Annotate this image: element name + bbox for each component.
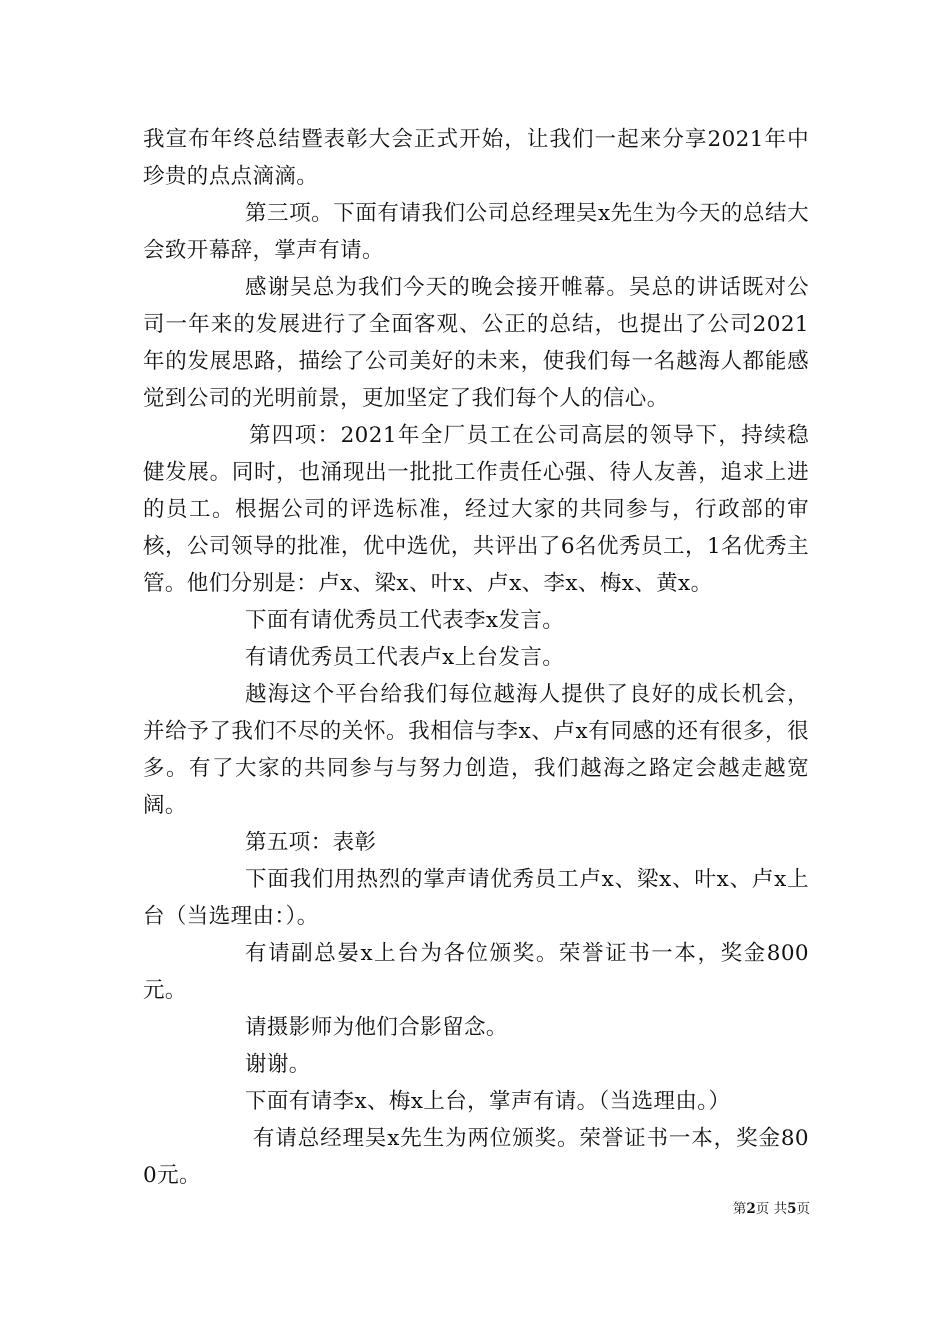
document-body [143, 121, 809, 1194]
footer-current-page: 2 [746, 1201, 756, 1217]
paragraph-award-group-two: 下面有请李x、梅x上台，掌声有请。（当选理由。） [245, 1089, 731, 1114]
paragraph-opening: 我宣布年终总结暨表彰大会正式开始，让我们一起来分享2021年中珍贵的点点滴滴。 [143, 127, 809, 189]
paragraph-photo: 请摄影师为他们合影留念。 [245, 1015, 508, 1040]
footer-prefix: 第 [732, 1201, 747, 1217]
page-footer [650, 1200, 810, 1218]
paragraph-platform: 越海这个平台给我们每位越海人提供了良好的成长机会，并给予了我们不尽的关怀。我相信与李x、卢x有同感的还有很多，很多。有了大家的共同参与与努力创造，我们越海之路定会越走越宽阔。 [143, 682, 809, 818]
footer-total-pages: 5 [787, 1201, 797, 1217]
paragraph-thanks-short: 谢谢。 [245, 1052, 311, 1077]
paragraph-item-three: 第三项。下面有请我们公司总经理吴x先生为今天的总结大会致开幕辞，掌声有请。 [143, 201, 809, 263]
footer-middle: 页 共 [755, 1201, 788, 1217]
paragraph-award-group-one: 下面我们用热烈的掌声请优秀员工卢x、梁x、叶x、卢x上台（当选理由：）。 [143, 867, 809, 929]
paragraph-speech-li: 下面有请优秀员工代表李x发言。 [245, 608, 565, 633]
paragraph-thanks: 感谢吴总为我们今天的晚会接开帷幕。吴总的讲话既对公司一年来的发展进行了全面客观、公正的总结，也提出了公司2021年的发展思路，描绘了公司美好的未来，使我们每一名越海人都能感觉到公司的光明前景，更加坚定了我们每个人的信心。 [143, 275, 809, 411]
paragraph-item-five: 第五项：表彰 [245, 830, 377, 855]
paragraph-vice-president-award: 有请副总晏x上台为各位颁奖。荣誉证书一本，奖金800元。 [143, 941, 809, 1003]
paragraph-gm-award: 有请总经理吴x先生为两位颁奖。荣誉证书一本，奖金800元。 [143, 1126, 809, 1188]
footer-suffix: 页 [796, 1201, 810, 1217]
paragraph-speech-lu: 有请优秀员工代表卢x上台发言。 [245, 645, 565, 670]
paragraph-item-four: 第四项：2021年全厂员工在公司高层的领导下，持续稳健发展。同时，也涌现出一批批工作责任心强、待人友善，追求上进的员工。根据公司的评选标准，经过大家的共同参与，行政部的审核，公司领导的批准，优中选优，共评出了6名优秀员工，1名优秀主管。他们分别是：卢x、梁x、叶x、卢x、李x、梅x、黄x。 [143, 423, 809, 596]
